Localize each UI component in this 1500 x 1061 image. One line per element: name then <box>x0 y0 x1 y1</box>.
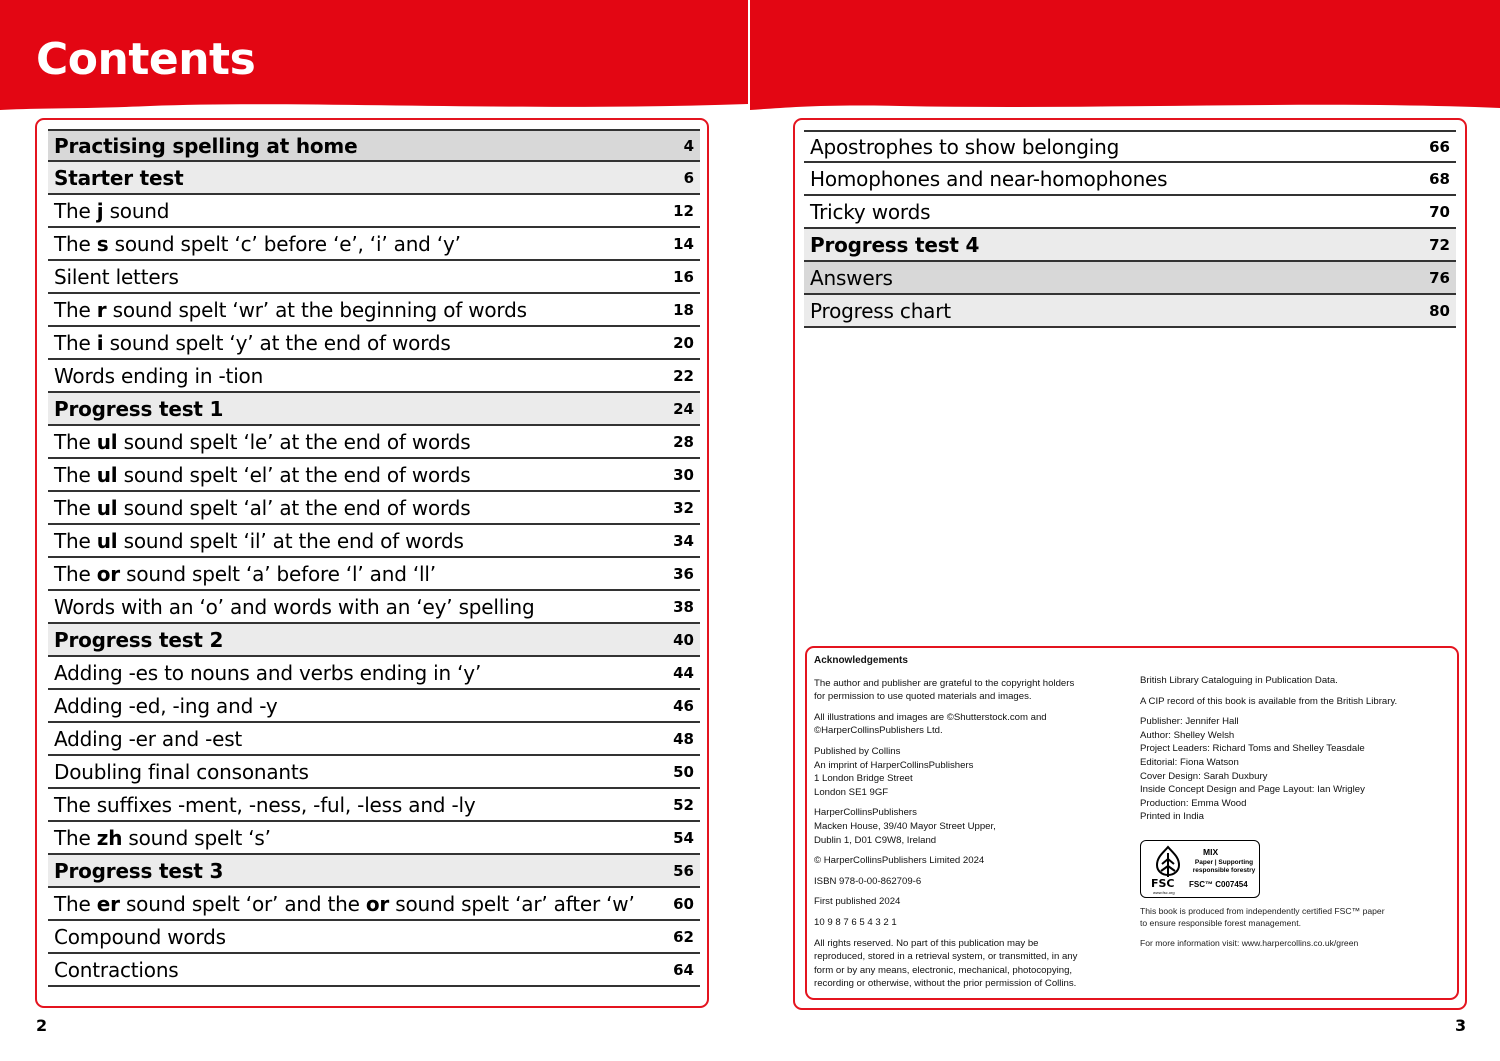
toc-entry-text: The <box>54 462 97 487</box>
acknowledgements-line: Cover Design: Sarah Duxbury <box>1140 770 1268 782</box>
acknowledgements-paragraph <box>814 711 1119 738</box>
toc-entry-text: sound spelt ‘wr’ at the beginning of words <box>106 297 527 322</box>
toc-entry-text: sound spelt ‘ar’ after ‘w’ <box>389 891 635 916</box>
toc-entry-title <box>54 793 475 817</box>
toc-entry-text: The <box>54 198 97 223</box>
acknowledgements-paragraph <box>814 937 1119 991</box>
toc-entry-page-number: 52 <box>673 795 694 814</box>
acknowledgements-line: reproduced, stored in a retrieval system, or transmitted, in any <box>814 951 1078 963</box>
toc-entry-text: The <box>54 429 97 454</box>
toc-entry-keyword: or <box>96 561 120 586</box>
acknowledgements-paragraph <box>814 677 1119 704</box>
acknowledgements-line: Author: Shelley Welsh <box>1140 729 1235 741</box>
toc-entry-page-number: 44 <box>673 663 694 682</box>
acknowledgements-line: Macken House, 39/40 Mayor Street Upper, <box>814 820 996 832</box>
more-info-text: For more information visit: www.harpercollins.co.uk/green <box>1140 938 1359 948</box>
toc-entry <box>48 690 700 723</box>
fsc-code: FSC™ C007454 <box>1189 880 1248 889</box>
toc-entry <box>48 162 700 195</box>
acknowledgements-line: A CIP record of this book is available from the British Library. <box>1140 695 1398 707</box>
toc-entry <box>48 327 700 360</box>
acknowledgements-line: for permission to use quoted materials and images. <box>814 691 1032 703</box>
toc-entry-page-number: 54 <box>673 828 694 847</box>
acknowledgements-line: British Library Cataloguing in Publication Data. <box>1140 675 1338 686</box>
toc-entry-text: sound spelt ‘il’ at the end of words <box>117 528 464 553</box>
toc-entry <box>48 657 700 690</box>
fsc-description: Paper | Supporting responsible forestry <box>1192 859 1256 874</box>
toc-entry <box>804 295 1456 328</box>
page-title: Contents <box>36 34 256 85</box>
header-banner <box>0 0 1500 115</box>
fsc-brand: FSC <box>1151 877 1175 890</box>
contents-panel-left <box>35 118 709 1008</box>
toc-entry-title <box>810 200 930 224</box>
acknowledgements-line: Editorial: Fiona Watson <box>1140 756 1239 768</box>
toc-entry-keyword: ul <box>96 429 118 454</box>
toc-entry-page-number: 66 <box>1429 137 1450 156</box>
toc-entry-text: Doubling final consonants <box>54 759 309 784</box>
toc-entry-page-number: 34 <box>673 531 694 550</box>
toc-entry-keyword: ul <box>96 462 118 487</box>
acknowledgements-paragraph <box>814 895 1119 909</box>
toc-entry-keyword: r <box>96 297 107 322</box>
acknowledgements-line: ISBN 978-0-00-862709-6 <box>814 875 922 887</box>
toc-entry-page-number: 30 <box>673 465 694 484</box>
acknowledgements-right-column <box>1140 674 1450 831</box>
toc-entry-text: The <box>54 825 97 850</box>
toc-entry-page-number: 4 <box>683 136 694 155</box>
toc-entry <box>48 822 700 855</box>
acknowledgements-line: Published by Collins <box>814 745 901 757</box>
toc-entry-title <box>54 331 451 355</box>
toc-entry-page-number: 60 <box>673 894 694 913</box>
acknowledgements-paragraph <box>1140 695 1450 709</box>
toc-entry <box>48 888 700 921</box>
acknowledgements-line: HarperCollinsPublishers <box>814 807 917 819</box>
toc-entry-title <box>54 265 179 289</box>
toc-entry-title <box>54 892 635 916</box>
toc-entry-text: Progress chart <box>810 298 951 323</box>
acknowledgements-left-column <box>814 654 1119 998</box>
acknowledgements-line: © HarperCollinsPublishers Limited 2024 <box>814 855 985 867</box>
toc-entry-title <box>54 562 436 586</box>
acknowledgements-line: All illustrations and images are ©Shutterstock.com and <box>814 711 1047 723</box>
toc-entry <box>804 130 1456 163</box>
toc-entry <box>48 459 700 492</box>
toc-entry-page-number: 24 <box>673 399 694 418</box>
toc-entry-page-number: 32 <box>673 498 694 517</box>
toc-entry-title <box>54 397 223 421</box>
acknowledgements-heading: Acknowledgements <box>814 655 908 666</box>
toc-entry <box>48 261 700 294</box>
toc-entry-text: Adding -er and -est <box>54 726 243 751</box>
toc-entry-title <box>54 661 481 685</box>
toc-entry-text: Progress test 3 <box>54 858 224 883</box>
toc-entry <box>48 954 700 987</box>
toc-entry <box>804 229 1456 262</box>
toc-entry-title <box>54 496 470 520</box>
toc-entry <box>804 163 1456 196</box>
toc-entry-title <box>54 529 464 553</box>
toc-entry-text: The <box>54 330 97 355</box>
toc-entry <box>48 558 700 591</box>
toc-entry-page-number: 36 <box>673 564 694 583</box>
acknowledgements-line: Printed in India <box>1140 811 1204 823</box>
fsc-tree-icon <box>1151 845 1185 879</box>
toc-entry-keyword: ul <box>96 495 118 520</box>
toc-entry-keyword: ul <box>96 528 118 553</box>
toc-entry-keyword: i <box>96 330 104 355</box>
toc-entry-text: Practising spelling at home <box>54 133 358 158</box>
toc-entry-title <box>54 166 183 190</box>
fsc-mix-label: MIX <box>1203 847 1219 857</box>
acknowledgements-line: 1 London Bridge Street <box>814 773 913 785</box>
page-number-right: 3 <box>1455 1016 1467 1035</box>
toc-entry-page-number: 68 <box>1429 169 1450 188</box>
acknowledgements-paragraph <box>814 745 1119 799</box>
toc-entry-title <box>54 595 534 619</box>
fsc-note-line: to ensure responsible forest management. <box>1140 917 1301 928</box>
toc-entry-title <box>54 760 309 784</box>
toc-entry-title <box>810 167 1167 191</box>
toc-entry-text: sound spelt ‘s’ <box>122 825 271 850</box>
fsc-url: www.fsc.org <box>1153 890 1175 895</box>
toc-entry-title <box>54 298 527 322</box>
acknowledgements-line: All rights reserved. No part of this publication may be <box>814 937 1039 949</box>
acknowledgements-left-paragraphs <box>814 677 1119 991</box>
toc-entry-text: The <box>54 231 97 256</box>
toc-entry <box>804 262 1456 295</box>
toc-entry-title <box>54 134 357 158</box>
toc-entry-title <box>54 727 242 751</box>
toc-entry <box>48 525 700 558</box>
toc-entry-page-number: 12 <box>673 201 694 220</box>
toc-entry <box>48 591 700 624</box>
toc-entry-title <box>54 628 223 652</box>
contents-panel-right <box>793 118 1467 1010</box>
acknowledgements-line: Inside Concept Design and Page Layout: Ian Wrigley <box>1140 784 1365 796</box>
acknowledgements-line: An imprint of HarperCollinsPublishers <box>814 759 974 771</box>
toc-entry-title <box>54 463 470 487</box>
acknowledgements-paragraph <box>1140 674 1450 688</box>
toc-entry-title <box>810 233 979 257</box>
toc-entry-page-number: 80 <box>1429 301 1450 320</box>
toc-entry <box>48 393 700 426</box>
toc-entry-text: The <box>54 495 97 520</box>
toc-entry <box>48 129 700 162</box>
acknowledgements-line: 10 9 8 7 6 5 4 3 2 1 <box>814 916 897 928</box>
toc-entry-title <box>54 925 226 949</box>
toc-entry <box>48 624 700 657</box>
acknowledgements-box <box>805 646 1459 1000</box>
toc-entry-page-number: 64 <box>673 960 694 979</box>
acknowledgements-line: Project Leaders: Richard Toms and Shelley Teasdale <box>1140 743 1365 755</box>
toc-entry-text: The suffixes -ment, -ness, -ful, -less and -ly <box>54 792 476 817</box>
toc-entry-page-number: 20 <box>673 333 694 352</box>
toc-entry <box>48 492 700 525</box>
toc-entry-title <box>54 859 223 883</box>
toc-entry-keyword: or <box>365 891 390 916</box>
toc-entry-text: Progress test 2 <box>54 627 224 652</box>
acknowledgements-line: The author and publisher are grateful to the copyright holders <box>814 677 1075 689</box>
acknowledgements-right-paragraphs <box>1140 674 1450 824</box>
acknowledgements-line: Publisher: Jennifer Hall <box>1140 716 1239 728</box>
toc-entry-title <box>54 826 271 850</box>
toc-entry-page-number: 40 <box>673 630 694 649</box>
toc-entry-text: Adding -es to nouns and verbs ending in ‘y’ <box>54 660 482 685</box>
toc-entry-text: Tricky words <box>810 199 931 224</box>
toc-entry <box>48 855 700 888</box>
toc-entry <box>48 360 700 393</box>
toc-entry <box>48 294 700 327</box>
toc-entry <box>48 921 700 954</box>
toc-entry-title <box>54 694 278 718</box>
toc-entry-text: sound <box>103 198 170 223</box>
toc-entry-text: sound spelt ‘y’ at the end of words <box>103 330 451 355</box>
toc-entry <box>48 723 700 756</box>
acknowledgements-line: Dublin 1, D01 C9W8, Ireland <box>814 834 937 846</box>
toc-entry-page-number: 72 <box>1429 235 1450 254</box>
toc-entry-text: Homophones and near-homophones <box>810 166 1168 191</box>
toc-entry-text: Words with an ‘o’ and words with an ‘ey’ spelling <box>54 594 535 619</box>
toc-entry-text: Progress test 4 <box>810 232 980 257</box>
toc-entry-text: sound spelt ‘a’ before ‘l’ and ‘ll’ <box>119 561 436 586</box>
toc-entry-text: The <box>54 561 97 586</box>
toc-entry-title <box>810 299 951 323</box>
acknowledgements-line: First published 2024 <box>814 896 901 908</box>
toc-entry-page-number: 14 <box>673 234 694 253</box>
toc-entry-text: The <box>54 297 97 322</box>
toc-entry-page-number: 38 <box>673 597 694 616</box>
toc-entry-keyword: er <box>96 891 120 916</box>
toc-entry <box>48 195 700 228</box>
toc-entry-page-number: 28 <box>673 432 694 451</box>
toc-entry <box>48 756 700 789</box>
acknowledgements-line: form or by any means, electronic, mechanical, photocopying, <box>814 964 1073 976</box>
toc-entry-text: Words ending in -tion <box>54 363 264 388</box>
toc-entry-text: sound spelt ‘le’ at the end of words <box>117 429 471 454</box>
toc-entry-title <box>54 430 470 454</box>
acknowledgements-line: ©HarperCollinsPublishers Ltd. <box>814 725 943 737</box>
toc-entry-page-number: 76 <box>1429 268 1450 287</box>
toc-entry-title <box>54 364 263 388</box>
toc-entry-text: Silent letters <box>54 264 179 289</box>
toc-entry <box>48 426 700 459</box>
toc-entry-page-number: 62 <box>673 927 694 946</box>
toc-entry <box>48 789 700 822</box>
toc-entry-keyword: zh <box>96 825 123 850</box>
toc-entry-keyword: s <box>96 231 109 256</box>
toc-entry-text: sound spelt ‘al’ at the end of words <box>117 495 471 520</box>
toc-entry-text: sound spelt ‘el’ at the end of words <box>117 462 471 487</box>
toc-entry-text: Answers <box>810 265 893 290</box>
fsc-note <box>1140 906 1440 929</box>
toc-entry <box>804 196 1456 229</box>
page-number-left: 2 <box>36 1016 48 1035</box>
acknowledgements-paragraph <box>814 854 1119 868</box>
toc-entry-text: Progress test 1 <box>54 396 224 421</box>
acknowledgements-line: Production: Emma Wood <box>1140 797 1247 809</box>
toc-list-left <box>48 129 700 987</box>
toc-entry-page-number: 48 <box>673 729 694 748</box>
toc-entry-text: Compound words <box>54 924 226 949</box>
toc-list-right <box>804 130 1456 328</box>
toc-entry-title <box>54 199 169 223</box>
toc-entry-page-number: 22 <box>673 366 694 385</box>
acknowledgements-line: London SE1 9GF <box>814 786 889 798</box>
toc-entry-text: The <box>54 528 97 553</box>
toc-entry-title <box>54 958 179 982</box>
toc-entry-page-number: 16 <box>673 267 694 286</box>
toc-entry-page-number: 56 <box>673 861 694 880</box>
toc-entry-text: sound spelt ‘c’ before ‘e’, ‘i’ and ‘y’ <box>108 231 461 256</box>
toc-entry-page-number: 46 <box>673 696 694 715</box>
toc-entry-text: Adding -ed, -ing and -y <box>54 693 278 718</box>
acknowledgements-paragraph <box>814 875 1119 889</box>
toc-entry-page-number: 6 <box>683 168 694 187</box>
fsc-logo <box>1140 840 1260 898</box>
acknowledgements-paragraph <box>814 916 1119 930</box>
toc-entry <box>48 228 700 261</box>
toc-entry-title <box>810 266 893 290</box>
toc-entry-page-number: 50 <box>673 762 694 781</box>
toc-entry-page-number: 70 <box>1429 202 1450 221</box>
acknowledgements-line: recording or otherwise, without the prior permission of Collins. <box>814 978 1077 990</box>
toc-entry-title <box>810 135 1119 159</box>
toc-entry-text: The <box>54 891 97 916</box>
toc-entry-title <box>54 232 461 256</box>
toc-entry-text: Starter test <box>54 165 184 190</box>
toc-entry-text: Apostrophes to show belonging <box>810 134 1120 159</box>
acknowledgements-paragraph <box>814 806 1119 847</box>
toc-entry-text: sound spelt ‘or’ and the <box>119 891 366 916</box>
toc-entry-page-number: 18 <box>673 300 694 319</box>
toc-entry-text: Contractions <box>54 957 179 982</box>
fsc-note-line: This book is produced from independently certified FSC™ paper <box>1140 906 1385 916</box>
toc-entry-keyword: j <box>96 198 104 223</box>
acknowledgements-paragraph <box>1140 715 1450 824</box>
